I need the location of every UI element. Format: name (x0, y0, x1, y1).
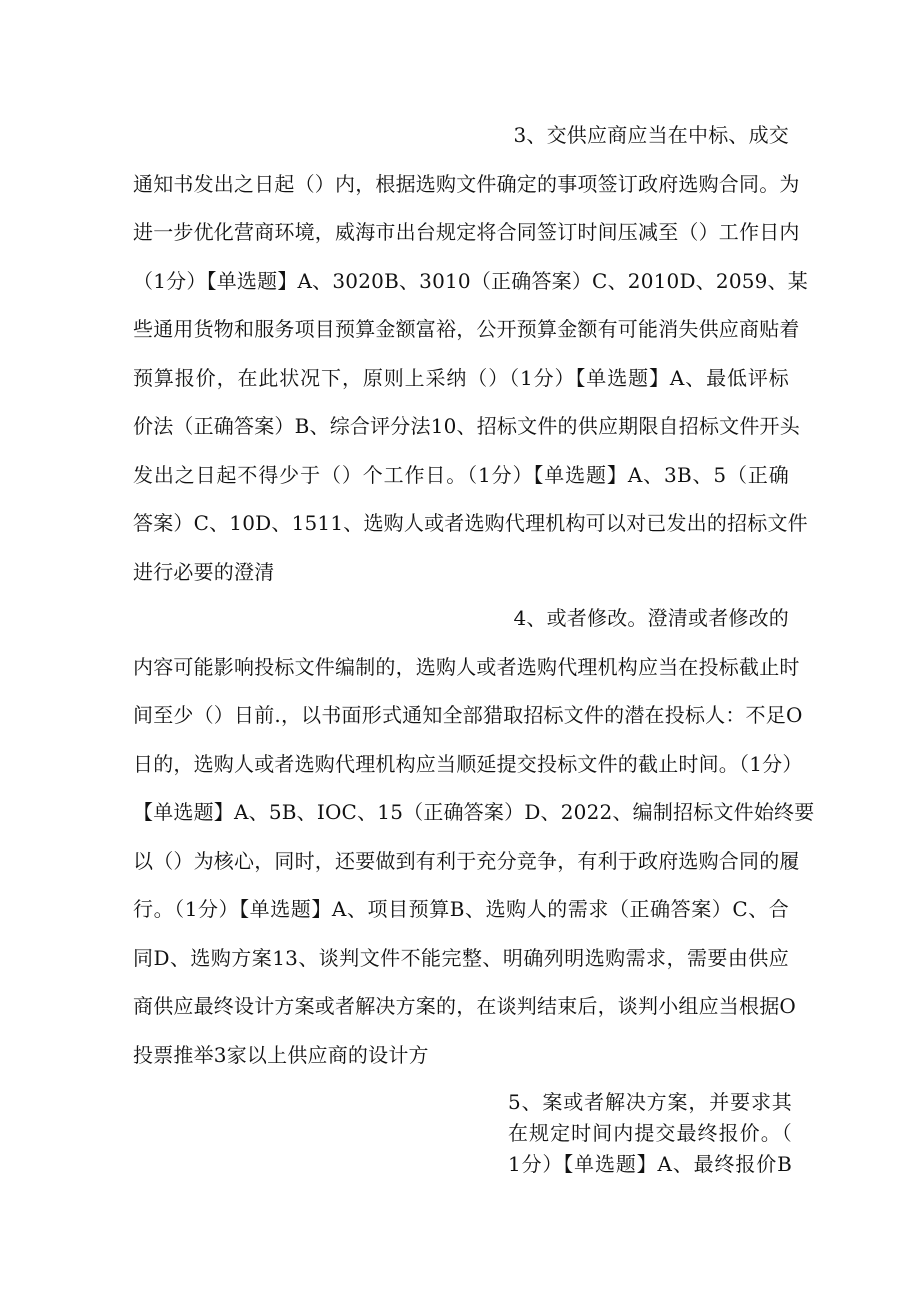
text-line: 答案）C、10D、1511、选购人或者选购代理机构可以对已发出的招标文件 (133, 511, 808, 535)
text-line: 进一步优化营商环境，威海市出台规定将合同签订时间压减至（）工作日内 (133, 220, 800, 244)
text-line: 日的，选购人或者选购代理机构应当顺延提交投标文件的截止时间。（1分） (133, 751, 803, 776)
text-line: 行。（1分）【单选题】A、项目预算B、选购人的需求（正确答案）C、合 (133, 897, 789, 921)
text-line-last: 进行必要的澄清 (133, 559, 275, 584)
text-line: 发出之日起不得少于（）个工作日。（1分）【单选题】A、3B、5（正确 (133, 462, 789, 487)
text-line: 价法（正确答案）B、综合评分法10、招标文件的供应期限自招标文件开头 (133, 414, 800, 438)
text-line: 【单选题】A、5B、IOC、15（正确答案）D、2022、编制招标文件始终要 (133, 800, 815, 824)
text-line: 通知书发出之日起（）内，根据选购文件确定的事项签订政府选购合同。为 (133, 171, 800, 196)
text-line: 以（）为核心，同时，还要做到有利于充分竞争，有利于政府选购合同的履 (133, 848, 800, 873)
text-line: 内容可能影响投标文件编制的，选购人或者选购代理机构应当在投标截止时 (133, 654, 800, 679)
section-5-heading-line: 5、案或者解决方案，并要求其 (508, 1090, 792, 1114)
paragraph-section-3 (133, 111, 808, 596)
text-line: 预算报价，在此状况下，原则上采纳（）（1分）【单选题】A、最低评标 (133, 365, 789, 390)
text-line: （1分）【单选题】A、3020B、3010（正确答案）C、2010D、2059、某 (133, 268, 808, 293)
paragraph-section-4 (133, 594, 815, 1079)
paragraph-section-5 (508, 1087, 792, 1180)
text-line: 同D、选购方案13、谈判文件不能完整、明确列明选购需求，需要由供应 (133, 945, 789, 970)
text-line: 1分）【单选题】A、最终报价B (508, 1152, 792, 1176)
text-line: 在规定时间内提交最终报价。（ (508, 1121, 792, 1145)
text-line: 间至少（）日前.，以书面形式通知全部猎取招标文件的潜在投标人：不足O (133, 703, 803, 727)
section-3-heading-line: 3、交供应商应当在中标、成交 (513, 123, 789, 147)
text-line: 些通用货物和服务项目预算金额富裕，公开预算金额有可能消失供应商贴着 (133, 317, 800, 341)
text-line-last: 投票推举3家以上供应商的设计方 (133, 1042, 429, 1067)
section-4-heading-line: 4、或者修改。澄清或者修改的 (513, 606, 789, 630)
text-line: 商供应最终设计方案或者解决方案的，在谈判结束后，谈判小组应当根据O (133, 994, 796, 1018)
